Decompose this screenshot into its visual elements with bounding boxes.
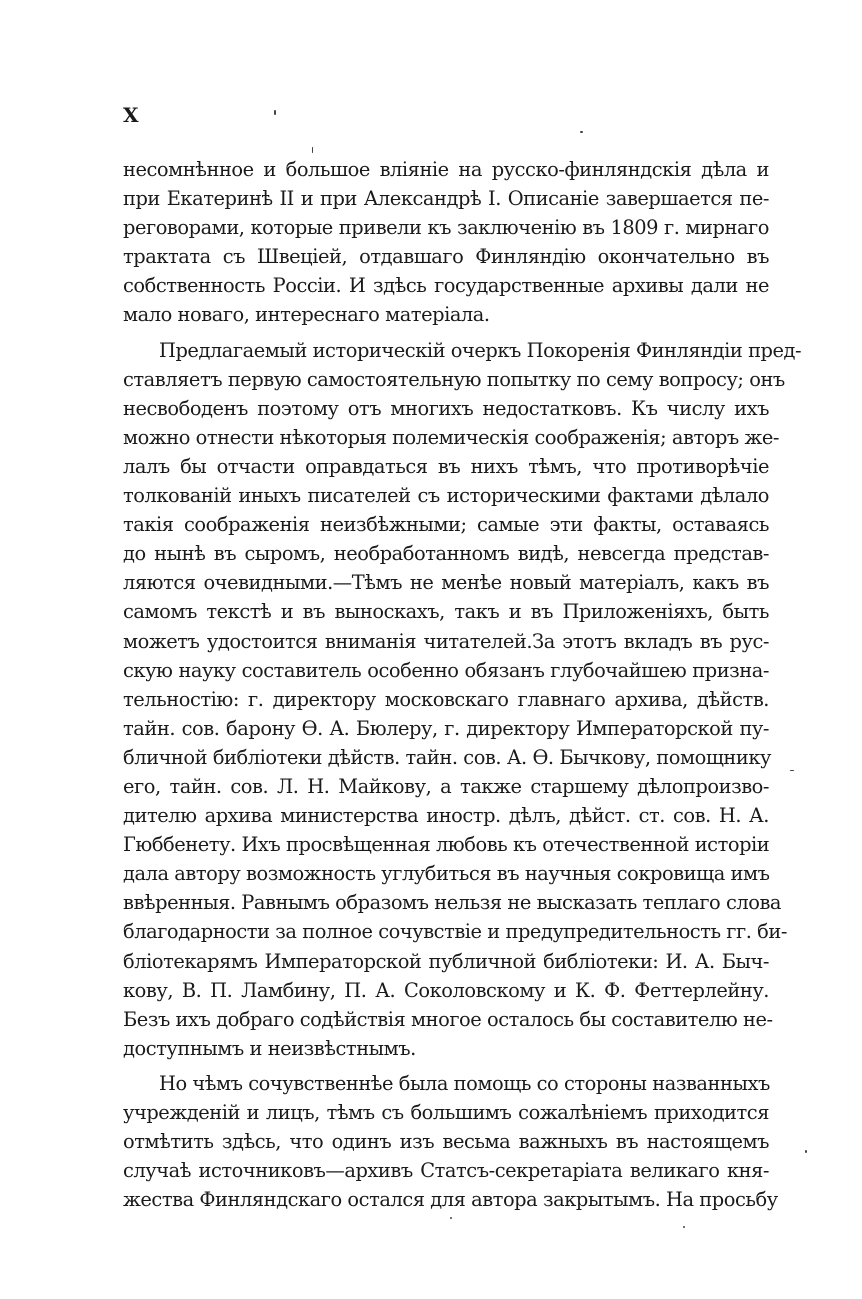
text-line: Гюббенету. Ихъ просвѣщенная любовь къ отечественной исторіи: [123, 833, 770, 857]
text-line: жества Финляндскаго остался для автора закрытымъ. На просьбу: [123, 1188, 778, 1212]
text-line: толкованій иныхъ писателей съ историческими фактами дѣлало: [123, 484, 769, 508]
text-line: несвободенъ поэтому отъ многихъ недостатковъ. Къ числу ихъ: [123, 396, 769, 420]
text-line: Но чѣмъ сочувственнѣе была помощь со стороны названныхъ: [159, 1071, 770, 1095]
text-line: до нынѣ въ сыромъ, необработанномъ видѣ, невсегда представ-: [123, 542, 769, 566]
text-line: ввѣренныя. Равнымъ образомъ нельзя не высказать теплаго слова: [123, 891, 782, 915]
text-line: дителю архива министерства иностр. дѣлъ, дѣйст. ст. сов. Н. А.: [123, 804, 769, 828]
page-number: X: [123, 103, 139, 127]
paragraph-1: [123, 155, 769, 330]
text-line: отмѣтить здѣсь, что одинъ изъ весьма важныхъ въ настоящемъ: [123, 1130, 769, 1154]
scan-speck: [450, 1217, 452, 1219]
text-line: дала автору возможность углубиться въ научныя сокровища имъ: [123, 862, 770, 886]
text-line: собственность Россіи. И здѣсь государственные архивы дали не: [123, 274, 769, 298]
scan-speck: [790, 770, 794, 771]
text-line: ставляетъ первую самостоятельную попытку по сему вопросу; онъ: [123, 367, 785, 391]
text-line: самомъ текстѣ и въ выноскахъ, такъ и въ Приложеніяхъ, быть: [123, 600, 769, 624]
text-line: бличной библіотеки дѣйств. тайн. сов. А. Ѳ. Бычкову, помощнику: [123, 745, 771, 769]
paragraph-2: [123, 336, 802, 1063]
text-line: учрежденій и лицъ, тѣмъ съ большимъ сожалѣніемъ приходится: [123, 1101, 769, 1124]
text-line: такія соображенія неизбѣжными; самые эти факты, оставаясь: [123, 513, 769, 537]
text-line: ляются очевидными.—Тѣмъ не менѣе новый матеріалъ, какъ въ: [123, 571, 769, 595]
scan-speck: [683, 1226, 685, 1228]
text-line: несомнѣнное и большое вліяніе на русско-финляндскія дѣла и: [123, 158, 769, 181]
text-line: скую науку составитель особенно обязанъ глубочайшею призна-: [123, 658, 769, 682]
scan-speck: [805, 1150, 807, 1153]
body-text: [123, 155, 802, 1220]
scan-speck: [312, 147, 313, 153]
text-line: можно отнести нѣкоторыя полемическія соображенія; авторъ же-: [123, 425, 780, 449]
text-line: кову, В. П. Ламбину, П. А. Соколовскому и К. Ф. Феттерлейну.: [123, 978, 769, 1002]
text-line: Безъ ихъ добраго содѣйствія многое осталось бы составителю не-: [123, 1007, 773, 1031]
text-line: Предлагаемый историческій очеркъ Покоренія Финляндіи пред-: [159, 338, 802, 362]
scan-speck: [274, 110, 276, 115]
text-line: благодарности за полное сочувствіе и предупредительность гг. би-: [123, 920, 787, 944]
text-line: при Екатеринѣ II и при Александрѣ I. Описаніе завершается пе-: [123, 187, 769, 211]
text-line: можетъ удостоится вниманія читателей.За этотъ вкладъ въ рус-: [123, 629, 769, 653]
text-line: случаѣ источниковъ—архивъ Статсъ-секретаріата великаго кня-: [123, 1159, 769, 1183]
text-line: бліотекарямъ Императорской публичной библіотеки: И. А. Быч-: [123, 949, 769, 973]
text-line: тельностію: г. директору московскаго главнаго архива, дѣйств.: [123, 687, 769, 711]
scan-speck: [580, 131, 583, 133]
text-line: трактата съ Швеціей, отдавшаго Финляндію окончательно въ: [123, 245, 769, 269]
text-line: мало новаго, интереснаго матеріала.: [123, 303, 490, 327]
text-line: его, тайн. сов. Л. Н. Майкову, а также старшему дѣлопроизво-: [123, 774, 769, 798]
text-line: доступнымъ и неизвѣстнымъ.: [123, 1036, 416, 1060]
text-line: тайн. сов. барону Ѳ. А. Бюлеру, г. директору Императорской пу-: [123, 716, 769, 740]
text-line: лалъ бы отчасти оправдаться въ нихъ тѣмъ, что противорѣчіе: [123, 454, 769, 478]
paragraph-3: [123, 1069, 778, 1214]
text-line: реговорами, которые привели къ заключенію въ 1809 г. мирнаго: [123, 216, 769, 240]
